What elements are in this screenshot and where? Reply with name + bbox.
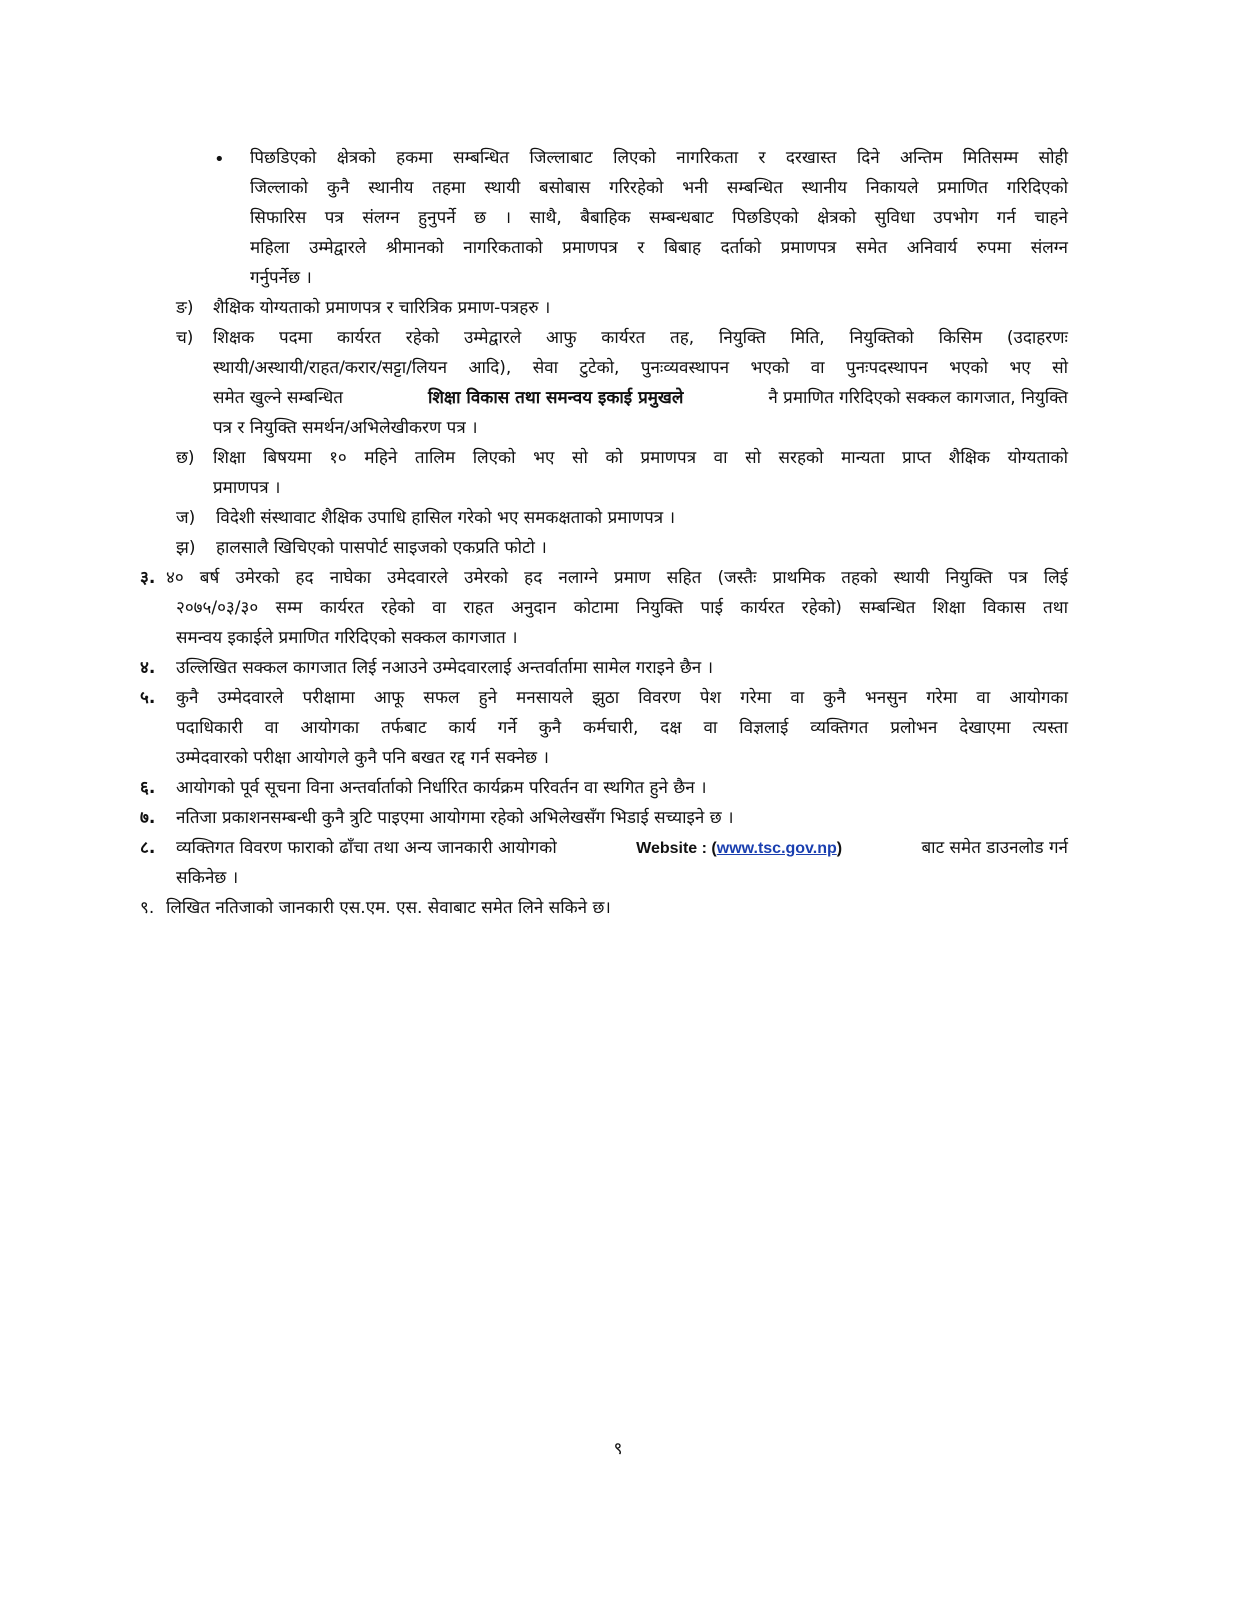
item-3-line-3: समन्वय इकाईले प्रमाणित गरिदिएको सक्कल कागजात । <box>176 628 518 648</box>
item-cha-line-3-post: नै प्रमाणित गरिदिएको सक्कल कागजात, नियुक्ति <box>768 388 1068 408</box>
item-3-marker: ३. <box>140 568 156 588</box>
item-chha-line-2: प्रमाणपत्र । <box>213 478 281 498</box>
item-cha-line-3-bold: शिक्षा विकास तथा समन्वय इकाई प्रमुखले <box>427 388 684 408</box>
item-7-marker: ७. <box>140 808 156 828</box>
item-8-line-1-pre: व्यक्तिगत विवरण फाराको ढाँचा तथा अन्य जानकारी आयोगको <box>176 838 557 858</box>
item-8-line-2: सकिनेछ । <box>176 868 239 888</box>
item-cha-marker: च) <box>176 328 194 348</box>
item-nga-text: शैक्षिक योग्यताको प्रमाणपत्र र चारित्रिक प्रमाण-पत्रहरु । <box>213 298 551 318</box>
bullet-line-5: गर्नुपर्नेछ । <box>250 268 312 288</box>
item-3-line-2: २०७५/०३/३० सम्म कार्यरत रहेको वा राहत अनुदान कोटामा नियुक्ति पाई कार्यरत रहेको) सम्बन्धित शिक्षा विकास तथा <box>176 598 1068 618</box>
item-chha-marker: छ) <box>176 448 195 468</box>
item-chha-line-1: शिक्षा बिषयमा १० महिने तालिम लिएको भए सो को प्रमाणपत्र वा सो सरहको मान्यता प्राप्त शैक्षिक योग्यताको <box>213 448 1068 468</box>
bullet-line-3: सिफारिस पत्र संलग्न हुनुपर्ने छ । साथै, बैबाहिक सम्बन्धबाट पिछडिएको क्षेत्रको सुविधा उपभोग गर्न चाहने <box>250 208 1068 228</box>
website-link[interactable]: www.tsc.gov.np <box>716 840 837 857</box>
item-jha-marker: झ) <box>176 538 196 558</box>
item-cha-line-3 <box>213 383 1068 413</box>
bullet-marker: • <box>214 149 225 170</box>
bullet-line-2: जिल्लाको कुनै स्थानीय तहमा स्थायी बसोबास गरिरहेको भनी सम्बन्धित स्थानीय निकायले प्रमाणित गरिदिएको <box>250 178 1068 198</box>
page-number: ९ <box>613 1439 623 1459</box>
item-5-marker: ५. <box>140 688 156 708</box>
item-cha-line-2: स्थायी/अस्थायी/राहत/करार/सट्टा/लियन आदि), सेवा टुटेको, पुनःव्यवस्थापन भएको वा पुनःपदस्थापन भएको भए सो <box>213 358 1068 378</box>
item-5-line-2: पदाधिकारी वा आयोगका तर्फबाट कार्य गर्ने कुनै कर्मचारी, दक्ष वा विज्ञलाई व्यक्तिगत प्रलोभन देखाएमा त्यस्ता <box>176 718 1068 738</box>
item-8-line-1 <box>176 833 1068 863</box>
item-jha-text: हालसालै खिचिएको पासपोर्ट साइजको एकप्रति फोटो । <box>216 538 547 558</box>
item-9-marker: ९. <box>140 898 155 918</box>
item-8-marker: ८. <box>140 838 156 858</box>
item-4-text: उल्लिखित सक्कल कागजात लिई नआउने उम्मेदवारलाई अन्तर्वार्तामा सामेल गराइने छैन । <box>176 658 714 678</box>
item-cha-line-3-pre: समेत खुल्ने सम्बन्धित <box>213 388 343 408</box>
item-7-text: नतिजा प्रकाशनसम्बन्धी कुनै त्रुटि पाइएमा आयोगमा रहेको अभिलेखसँग भिडाई सच्याइने छ । <box>176 808 734 828</box>
item-3-line-1: ४० बर्ष उमेरको हद नाघेका उमेदवारले उमेरको हद नलाग्ने प्रमाण सहित (जस्तैः प्राथमिक तहको स्थायी नियुक्ति पत्र लिई <box>166 568 1068 588</box>
website-label: Website : ( <box>636 840 717 857</box>
website-close: ) <box>836 840 843 857</box>
item-6-text: आयोगको पूर्व सूचना विना अन्तर्वार्ताको निर्धारित कार्यक्रम परिवर्तन वा स्थगित हुने छैन । <box>176 778 707 798</box>
item-4-marker: ४. <box>140 658 156 678</box>
item-cha-line-4: पत्र र नियुक्ति समर्थन/अभिलेखीकरण पत्र । <box>213 418 478 438</box>
item-nga-marker: ङ) <box>176 298 194 318</box>
item-ja-marker: ज) <box>176 508 196 528</box>
item-5-line-1: कुनै उम्मेदवारले परीक्षामा आफू सफल हुने मनसायले झुठा विवरण पेश गरेमा वा कुनै भनसुन गरेमा वा आयोगका <box>176 688 1068 708</box>
bullet-line-4: महिला उम्मेद्वारले श्रीमानको नागरिकताको प्रमाणपत्र र बिबाह दर्ताको प्रमाणपत्र समेत अनिवार्य रुपमा संलग्न <box>250 238 1068 258</box>
item-5-line-3: उम्मेदवारको परीक्षा आयोगले कुनै पनि बखत रद्द गर्न सक्नेछ । <box>176 748 549 768</box>
item-6-marker: ६. <box>140 778 156 798</box>
bullet-line-1: पिछडिएको क्षेत्रको हकमा सम्बन्धित जिल्लाबाट लिएको नागरिकता र दरखास्त दिने अन्तिम मितिसम्म सोही <box>250 148 1068 168</box>
item-8-line-1-post: बाट समेत डाउनलोड गर्न <box>921 838 1068 858</box>
item-ja-text: विदेशी संस्थावाट शैक्षिक उपाधि हासिल गरेको भए समकक्षताको प्रमाणपत्र । <box>216 508 676 528</box>
item-8-website <box>636 833 842 863</box>
item-cha-line-1: शिक्षक पदमा कार्यरत रहेको उम्मेद्वारले आफु कार्यरत तह, नियुक्ति मिति, नियुक्तिको किसिम (उदाहरणः <box>213 328 1068 348</box>
item-9-text: लिखित नतिजाको जानकारी एस.एम. एस. सेवाबाट समेत लिने सकिने छ। <box>166 898 611 918</box>
